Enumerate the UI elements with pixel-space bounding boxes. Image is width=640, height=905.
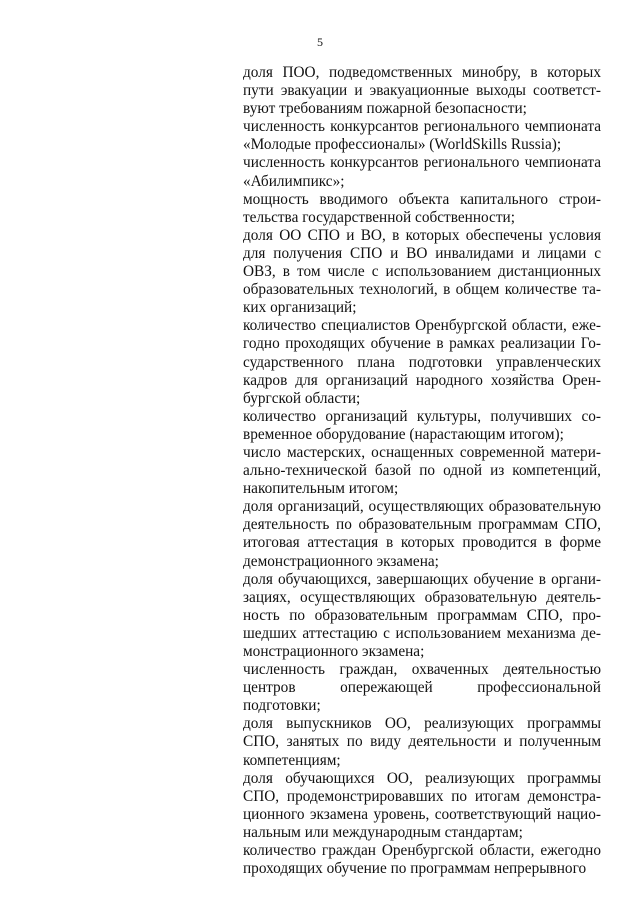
list-item: доля ПОО, подведомственных минобру, в которых пути эвакуации и эвакуационные выходы соответствуют требованиям пожарной безопасности; (243, 64, 601, 118)
list-item: доля ОО СПО и ВО, в которых обеспечены условия для получения СПО и ВО инвалидами и лицами с ОВЗ, в том числе с использованием дистанционных образовательных технологий, в общем количестве таких организаций; (243, 226, 601, 317)
list-item: доля организаций, осуществляющих образовательную деятельность по образовательным программам СПО, итоговая аттестация в которых проводится в форме демонстрационного экзамена; (243, 498, 601, 570)
list-item: численность граждан, охваченных деятельностью центров опережающей профессиональной подготовки; (243, 661, 601, 715)
list-item: число мастерских, оснащенных современной материально-технической базой по одной из компетенций, накопительным итогом; (243, 443, 601, 498)
list-item: количество специалистов Оренбургской области, ежегодно проходящих обучение в рамках реализации Государственного плана подготовки управленческих кадров для организаций народного хозяйства Оренбургской области; (243, 317, 601, 407)
list-item: доля обучающихся, завершающих обучение в организациях, осуществляющих образовательную деятельность по образовательным программам СПО, прошедших аттестацию с использованием механизма демонстрационного экзамена; (243, 570, 601, 660)
list-item: численность конкурсантов регионального чемпионата «Абилимпикс»; (243, 154, 601, 190)
list-item: количество организаций культуры, получивших современное оборудование (нарастающим итогом); (243, 407, 601, 443)
list-item: доля обучающихся ОО, реализующих программы СПО, продемонстрировавших по итогам демонстрационного экзамена уровень, соответствующий национальным или международным стандартам; (243, 769, 601, 841)
list-item: доля выпускников ОО, реализующих программы СПО, занятых по виду деятельности и полученным компетенциям; (243, 715, 601, 769)
list-item: численность конкурсантов регионального чемпионата «Молодые профессионалы» (WorldSkills Russia); (243, 118, 601, 154)
list-item: мощность вводимого объекта капитального строительства государственной собственности; (243, 190, 601, 226)
list-item: количество граждан Оренбургской области, ежегодно проходящих обучение по программам непрерывного (243, 842, 601, 878)
page-number: 5 (317, 35, 323, 49)
indicator-list (243, 64, 601, 878)
